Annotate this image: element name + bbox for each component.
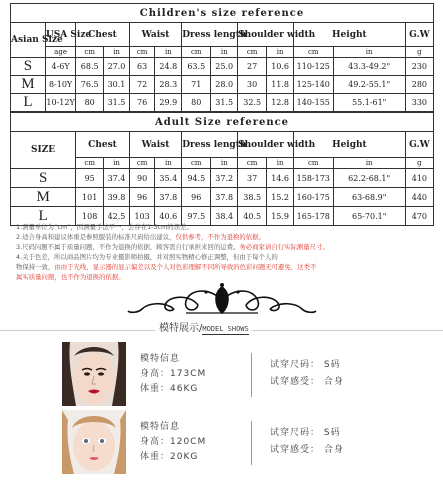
value-cell: 30.1 bbox=[104, 76, 130, 94]
value-cell: 140-155 bbox=[293, 94, 333, 112]
value-cell: 55.1-61" bbox=[333, 94, 405, 112]
value-cell: 80 bbox=[76, 94, 104, 112]
model-weight: 体重：46KG bbox=[140, 384, 199, 394]
value-cell: 470 bbox=[405, 207, 433, 226]
value-cell: 37.8 bbox=[155, 188, 182, 207]
value-cell: 65-70.1" bbox=[333, 207, 405, 226]
adult-table-title: Adult Size reference bbox=[11, 113, 434, 132]
unit-cell: in bbox=[333, 158, 405, 169]
size-tables bbox=[10, 3, 434, 226]
value-cell: 165-178 bbox=[293, 207, 333, 226]
value-cell: 76 bbox=[129, 94, 155, 112]
size-notes bbox=[16, 222, 436, 282]
value-cell: 110-125 bbox=[293, 58, 333, 76]
unit-cell: in bbox=[104, 47, 130, 58]
value-cell: 15.9 bbox=[267, 207, 294, 226]
col-dress-length: Dress length bbox=[182, 132, 238, 158]
value-cell: 37.2 bbox=[211, 169, 238, 188]
model-shows-title: 模特展示/MODEL SHOWS bbox=[155, 319, 253, 334]
unit-cell: in bbox=[104, 158, 130, 169]
value-cell: 38.4 bbox=[211, 207, 238, 226]
unit-cell: cm bbox=[238, 47, 267, 58]
model-divider bbox=[251, 421, 252, 465]
note-2: 2.适合身高和建议体重是参照服装的标准尺码给出建议，仅供参考，不作为退换的依据。 bbox=[16, 233, 265, 241]
usa-cell: 8-10Y bbox=[45, 76, 75, 94]
value-cell: 43.3-49.2" bbox=[333, 58, 405, 76]
unit-cell: cm bbox=[76, 158, 104, 169]
size-cell: M bbox=[11, 188, 76, 207]
unit-cell: cm bbox=[182, 47, 211, 58]
model-info-heading: 模特信息 bbox=[140, 354, 181, 364]
value-cell: 96 bbox=[182, 188, 211, 207]
size-cell: L bbox=[11, 94, 46, 112]
value-cell: 101 bbox=[76, 188, 104, 207]
value-cell: 108 bbox=[76, 207, 104, 226]
model-fit-info bbox=[270, 357, 344, 391]
value-cell: 40.5 bbox=[238, 207, 267, 226]
value-cell: 10.6 bbox=[267, 58, 294, 76]
value-cell: 72 bbox=[129, 76, 155, 94]
unit-cell: cm bbox=[76, 47, 104, 58]
value-cell: 12.8 bbox=[267, 94, 294, 112]
model-weight: 体重：20KG bbox=[140, 452, 199, 462]
value-cell: 71 bbox=[182, 76, 211, 94]
value-cell: 42.5 bbox=[104, 207, 130, 226]
unit-cell: cm bbox=[293, 158, 333, 169]
value-cell: 31.5 bbox=[211, 94, 238, 112]
note-4: 4.关于色差，所以商品图片均为专业摄影师拍摄，并对照实物精心修正调整，但由于每个人的 bbox=[16, 253, 278, 261]
children-table-title: Children's size reference bbox=[11, 4, 434, 23]
col-dress-length: Dress length bbox=[182, 23, 238, 47]
unit-cell: in bbox=[155, 47, 182, 58]
usa-cell: 4-6Y bbox=[45, 58, 75, 76]
value-cell: 32.5 bbox=[238, 94, 267, 112]
value-cell: 25.0 bbox=[211, 58, 238, 76]
col-shoulder-width: Shoulder width bbox=[238, 132, 294, 158]
col-gw: G.W bbox=[405, 23, 433, 47]
model-height: 身高：120CM bbox=[140, 437, 207, 447]
unit-cell: age bbox=[45, 47, 75, 58]
table-row bbox=[11, 76, 434, 94]
model-avatar bbox=[62, 410, 126, 474]
value-cell: 14.6 bbox=[267, 169, 294, 188]
model-fit-feel: 试穿感受： 合身 bbox=[270, 445, 344, 455]
unit-cell: in bbox=[155, 158, 182, 169]
value-cell: 27.0 bbox=[104, 58, 130, 76]
model-fit-feel: 试穿感受： 合身 bbox=[270, 377, 344, 387]
unit-cell: in bbox=[333, 47, 405, 58]
value-cell: 40.6 bbox=[155, 207, 182, 226]
value-cell: 38.5 bbox=[238, 188, 267, 207]
value-cell: 440 bbox=[405, 188, 433, 207]
value-cell: 29.9 bbox=[155, 94, 182, 112]
model-info-heading: 模特信息 bbox=[140, 422, 181, 432]
note-4-end: 属实质量问题，也不作为退换的依据。 bbox=[16, 273, 125, 281]
value-cell: 80 bbox=[182, 94, 211, 112]
value-cell: 30 bbox=[238, 76, 267, 94]
model-tried-size: 试穿尺码： S码 bbox=[270, 360, 341, 370]
unit-cell: in bbox=[211, 158, 238, 169]
value-cell: 103 bbox=[129, 207, 155, 226]
value-cell: 95 bbox=[76, 169, 104, 188]
unit-cell: in bbox=[211, 47, 238, 58]
value-cell: 35.4 bbox=[155, 169, 182, 188]
col-size: SIZE bbox=[11, 132, 76, 169]
usa-cell: 10-12Y bbox=[45, 94, 75, 112]
col-chest: Chest bbox=[76, 132, 130, 158]
col-height: Height bbox=[293, 132, 405, 158]
unit-cell: in bbox=[267, 158, 294, 169]
value-cell: 158-173 bbox=[293, 169, 333, 188]
value-cell: 39.8 bbox=[104, 188, 130, 207]
note-1: 1.测量单位为“cm”，因测量手法不一，会存在1-3cm的误差。 bbox=[16, 223, 193, 231]
value-cell: 280 bbox=[405, 76, 433, 94]
size-cell: M bbox=[11, 76, 46, 94]
size-cell: S bbox=[11, 58, 46, 76]
col-waist: Waist bbox=[129, 132, 181, 158]
adult-size-table bbox=[10, 112, 434, 226]
unit-cell: cm bbox=[238, 158, 267, 169]
value-cell: 37.8 bbox=[211, 188, 238, 207]
value-cell: 37.4 bbox=[104, 169, 130, 188]
table-row bbox=[11, 94, 434, 112]
model-divider bbox=[251, 353, 252, 397]
col-waist: Waist bbox=[129, 23, 181, 47]
value-cell: 24.8 bbox=[155, 58, 182, 76]
value-cell: 125-140 bbox=[293, 76, 333, 94]
model-info bbox=[140, 420, 206, 465]
value-cell: 97.5 bbox=[182, 207, 211, 226]
ornament-divider-icon bbox=[128, 283, 316, 317]
unit-cell: cm bbox=[129, 158, 155, 169]
unit-cell: in bbox=[267, 47, 294, 58]
model-tried-size: 试穿尺码： S码 bbox=[270, 428, 341, 438]
unit-cell: cm bbox=[293, 47, 333, 58]
table-row bbox=[11, 169, 434, 188]
unit-cell: g bbox=[405, 158, 433, 169]
note-4-cont: 物保持一致，由由于光线，显示器的显示偏差以及个人对色彩理解不同所导致的色彩问题无可避免，这类不 bbox=[16, 263, 317, 271]
value-cell: 63 bbox=[129, 58, 155, 76]
value-cell: 160-175 bbox=[293, 188, 333, 207]
col-usa-size: USA Size bbox=[45, 23, 75, 47]
value-cell: 230 bbox=[405, 58, 433, 76]
model-card bbox=[0, 408, 443, 478]
value-cell: 90 bbox=[129, 169, 155, 188]
col-chest: Chest bbox=[76, 23, 130, 47]
model-info bbox=[140, 352, 206, 397]
value-cell: 63-68.9" bbox=[333, 188, 405, 207]
model-card bbox=[0, 340, 443, 410]
value-cell: 62.2-68.1" bbox=[333, 169, 405, 188]
model-height: 身高：173CM bbox=[140, 369, 207, 379]
table-row bbox=[11, 58, 434, 76]
value-cell: 63.5 bbox=[182, 58, 211, 76]
value-cell: 410 bbox=[405, 169, 433, 188]
size-cell: S bbox=[11, 169, 76, 188]
size-cell: L bbox=[11, 207, 76, 226]
value-cell: 27 bbox=[238, 58, 267, 76]
unit-cell: cm bbox=[129, 47, 155, 58]
table-row bbox=[11, 188, 434, 207]
value-cell: 49.2-55.1" bbox=[333, 76, 405, 94]
value-cell: 11.8 bbox=[267, 76, 294, 94]
model-avatar bbox=[62, 342, 126, 406]
unit-cell: cm bbox=[182, 158, 211, 169]
adult-model-face-icon bbox=[62, 342, 126, 406]
value-cell: 31.5 bbox=[104, 94, 130, 112]
child-model-face-icon bbox=[62, 410, 126, 474]
value-cell: 76.5 bbox=[76, 76, 104, 94]
col-height: Height bbox=[293, 23, 405, 47]
value-cell: 96 bbox=[129, 188, 155, 207]
value-cell: 15.2 bbox=[267, 188, 294, 207]
value-cell: 28.3 bbox=[155, 76, 182, 94]
children-size-table bbox=[10, 3, 434, 112]
model-fit-info bbox=[270, 425, 344, 459]
note-3: 3.尺码问题不属于质量问题，不作为退换的依据，顾客需自行承担来回的运费。务必商家请自行实际测量尺寸。 bbox=[16, 243, 329, 251]
value-cell: 37 bbox=[238, 169, 267, 188]
col-shoulder-width: Shoulder width bbox=[238, 23, 294, 47]
col-asian-size: Asian Size bbox=[11, 23, 46, 58]
value-cell: 68.5 bbox=[76, 58, 104, 76]
value-cell: 94.5 bbox=[182, 169, 211, 188]
value-cell: 330 bbox=[405, 94, 433, 112]
model-shows-header bbox=[0, 319, 443, 337]
value-cell: 28.0 bbox=[211, 76, 238, 94]
col-gw: G.W bbox=[405, 132, 433, 158]
unit-cell: g bbox=[405, 47, 433, 58]
